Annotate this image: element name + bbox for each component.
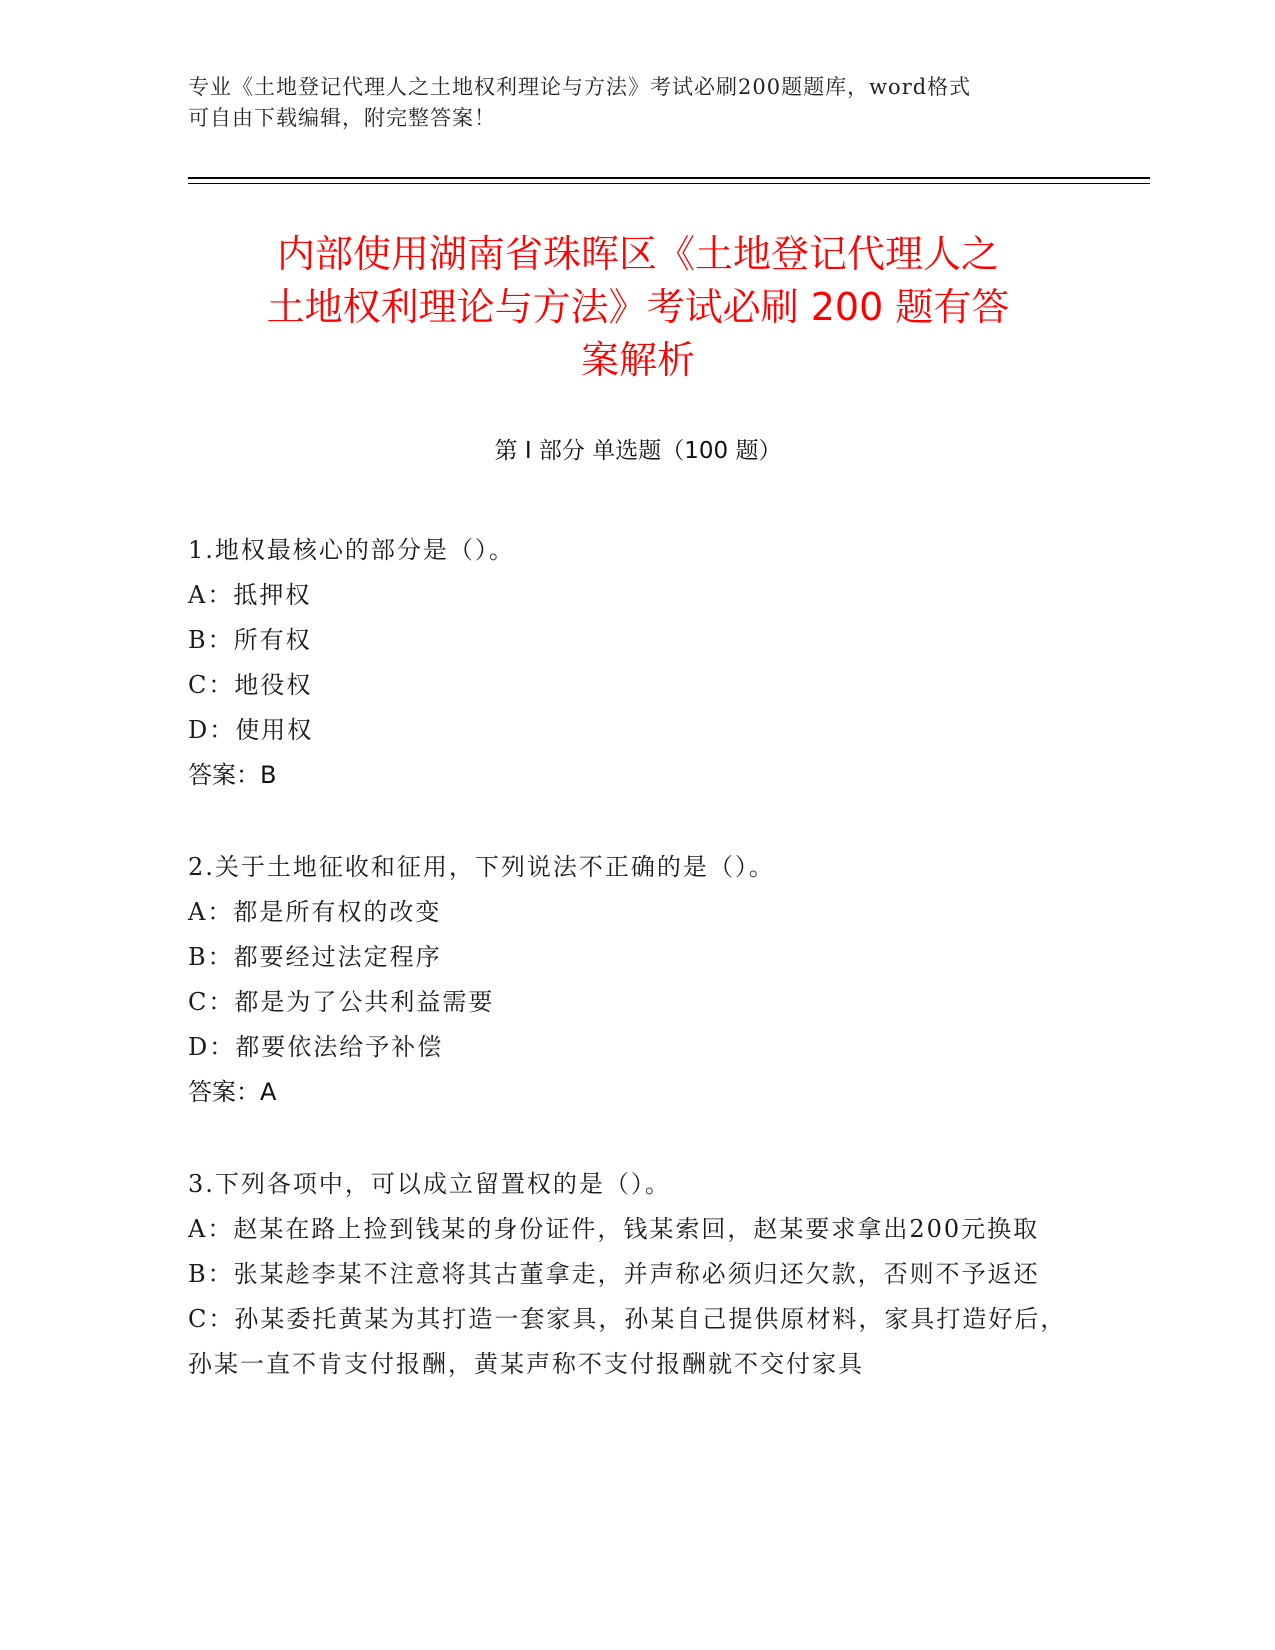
document-title (188, 228, 1088, 387)
question-stem: 1.地权最核心的部分是（）。 (188, 536, 515, 564)
header-divider-thick (188, 177, 1150, 179)
header-note-line-1: 专业《土地登记代理人之土地权利理论与方法》考试必刷200题题库，word格式 (188, 75, 972, 99)
option-a: A：抵押权 (188, 581, 312, 609)
option-b: B：所有权 (188, 626, 312, 654)
header-note (188, 72, 1088, 134)
document-title-line-2: 土地权利理论与方法》考试必刷 200 题有答 (266, 285, 1010, 329)
option-b: B：都要经过法定程序 (188, 943, 442, 971)
option-a: A：赵某在路上捡到钱某的身份证件，钱某索回，赵某要求拿出200元换取 (188, 1215, 1040, 1243)
question-3 (188, 1162, 1068, 1387)
header-note-line-2: 可自由下载编辑，附完整答案！ (188, 106, 496, 130)
option-c: C：都是为了公共利益需要 (188, 988, 495, 1016)
section-heading: 第 I 部分 单选题（100 题） (494, 438, 782, 464)
option-c: C：孙某委托黄某为其打造一套家具，孙某自己提供原材料，家具打造好后，孙某一直不肯支付报酬，黄某声称不支付报酬就不交付家具 (188, 1305, 1067, 1378)
option-d: D：使用权 (188, 716, 314, 744)
document-title-line-3: 案解析 (580, 338, 695, 382)
option-a: A：都是所有权的改变 (188, 898, 442, 926)
answer-line: 答案：B (188, 761, 277, 789)
option-b: B：张某趁李某不注意将其古董拿走，并声称必须归还欠款，否则不予返还 (188, 1260, 1040, 1288)
header-divider-thin (188, 183, 1150, 184)
question-list (188, 528, 1068, 1434)
question-stem: 2.关于土地征收和征用，下列说法不正确的是（）。 (188, 853, 775, 881)
option-c: C：地役权 (188, 671, 313, 699)
option-d: D：都要依法给予补偿 (188, 1033, 444, 1061)
question-stem: 3.下列各项中，可以成立留置权的是（）。 (188, 1170, 671, 1198)
answer-line: 答案：A (188, 1078, 277, 1106)
question-2 (188, 845, 1068, 1115)
document-title-line-1: 内部使用湖南省珠晖区《土地登记代理人之 (276, 232, 999, 276)
question-1 (188, 528, 1068, 798)
